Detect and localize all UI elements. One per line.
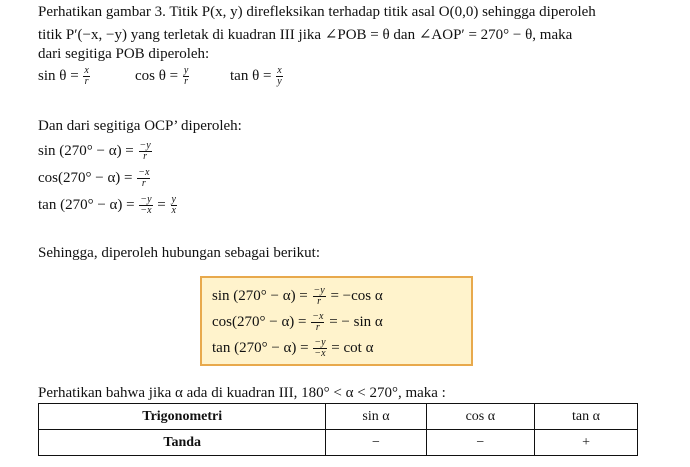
quadrant-note: Perhatikan bahwa jika α ada di kuadran III, 180° < α < 270°, maka : (38, 385, 446, 401)
intro-line-1: Perhatikan gambar 3. Titik P(x, y) direfleksikan terhadap titik asal O(0,0) sehingga diperoleh (38, 4, 596, 20)
ocp-sin-lhs: sin (270° − α) = (38, 142, 134, 159)
table-header-cell: Trigonometri (39, 404, 326, 430)
pob-sin-lhs: sin θ = (38, 67, 79, 84)
ocp-cos-lhs: cos(270° − α) = (38, 169, 133, 186)
table-header-cell: sin α (326, 404, 426, 430)
summary-cos-fraction (311, 312, 324, 333)
ocp-tan-den-2: x (171, 205, 176, 216)
summary-cos-den: r (315, 322, 320, 333)
pob-cos-fraction (183, 66, 189, 87)
summary-sin-num: −y (313, 285, 325, 296)
pob-sin-den: r (84, 76, 89, 87)
summary-box (200, 276, 473, 366)
summary-tan-den: −x (314, 348, 326, 359)
pob-cos-num: y (183, 65, 189, 76)
ocp-cos-den: r (141, 178, 146, 189)
summary-tan-fraction (313, 338, 326, 359)
pob-tan-lhs: tan θ = (230, 67, 272, 84)
summary-cos-formula (212, 312, 383, 333)
pob-tan-den: y (277, 76, 282, 87)
sign-table (38, 403, 638, 456)
summary-cos-rhs: = − sin α (329, 313, 383, 330)
pob-tan-num: x (277, 65, 282, 76)
table-header-cell: tan α (535, 404, 638, 430)
table-header-row (39, 404, 638, 430)
ocp-tan-equals: = (157, 196, 166, 213)
pob-cos-formula (135, 66, 190, 87)
ocp-tan-num-2: y (171, 194, 176, 205)
ocp-tan-den-1: −x (140, 205, 152, 216)
ocp-sin-formula (38, 141, 153, 162)
pob-tan-fraction (276, 66, 282, 87)
intro-line-3: dari segitiga POB diperoleh: (38, 46, 210, 62)
ocp-tan-num-1: −y (140, 194, 152, 205)
ocp-sin-fraction (139, 141, 152, 162)
ocp-tan-fraction-1 (139, 195, 152, 216)
intro-line-2: titik P′(−x, −y) yang terletak di kuadran III jika ∠POB = θ dan ∠AOP′ = 270° − θ, maka (38, 27, 573, 43)
table-row-label: Tanda (39, 430, 326, 456)
summary-sin-lhs: sin (270° − α) = (212, 287, 308, 304)
table-cell-sign: − (426, 430, 534, 456)
pob-cos-lhs: cos θ = (135, 67, 179, 84)
ocp-tan-lhs: tan (270° − α) = (38, 196, 135, 213)
summary-sin-den: r (317, 296, 322, 307)
summary-sin-rhs: = −cos α (330, 287, 383, 304)
summary-tan-formula (212, 338, 373, 359)
summary-tan-lhs: tan (270° − α) = (212, 339, 309, 356)
pob-sin-num: x (84, 65, 89, 76)
summary-cos-num: −x (312, 311, 324, 322)
summary-tan-rhs: = cot α (331, 339, 374, 356)
table-cell-sign: − (326, 430, 426, 456)
pob-sin-fraction (83, 66, 89, 87)
table-row (39, 430, 638, 456)
summary-sin-formula (212, 286, 383, 307)
ocp-cos-formula (38, 168, 151, 189)
table-header-cell: cos α (426, 404, 534, 430)
ocp-sin-num: −y (139, 140, 151, 151)
summary-cos-lhs: cos(270° − α) = (212, 313, 307, 330)
pob-sin-formula (38, 66, 91, 87)
ocp-heading: Dan dari segitiga OCP’ diperoleh: (38, 118, 242, 134)
summary-sin-fraction (313, 286, 326, 307)
pob-tan-formula (230, 66, 284, 87)
summary-tan-num: −y (314, 337, 326, 348)
ocp-cos-fraction (137, 168, 150, 189)
pob-cos-den: r (184, 76, 189, 87)
ocp-tan-fraction-2 (171, 195, 177, 216)
ocp-sin-den: r (143, 151, 148, 162)
ocp-tan-formula (38, 195, 178, 216)
table-cell-sign: + (535, 430, 638, 456)
summary-heading: Sehingga, diperoleh hubungan sebagai berikut: (38, 245, 321, 261)
ocp-cos-num: −x (138, 167, 150, 178)
